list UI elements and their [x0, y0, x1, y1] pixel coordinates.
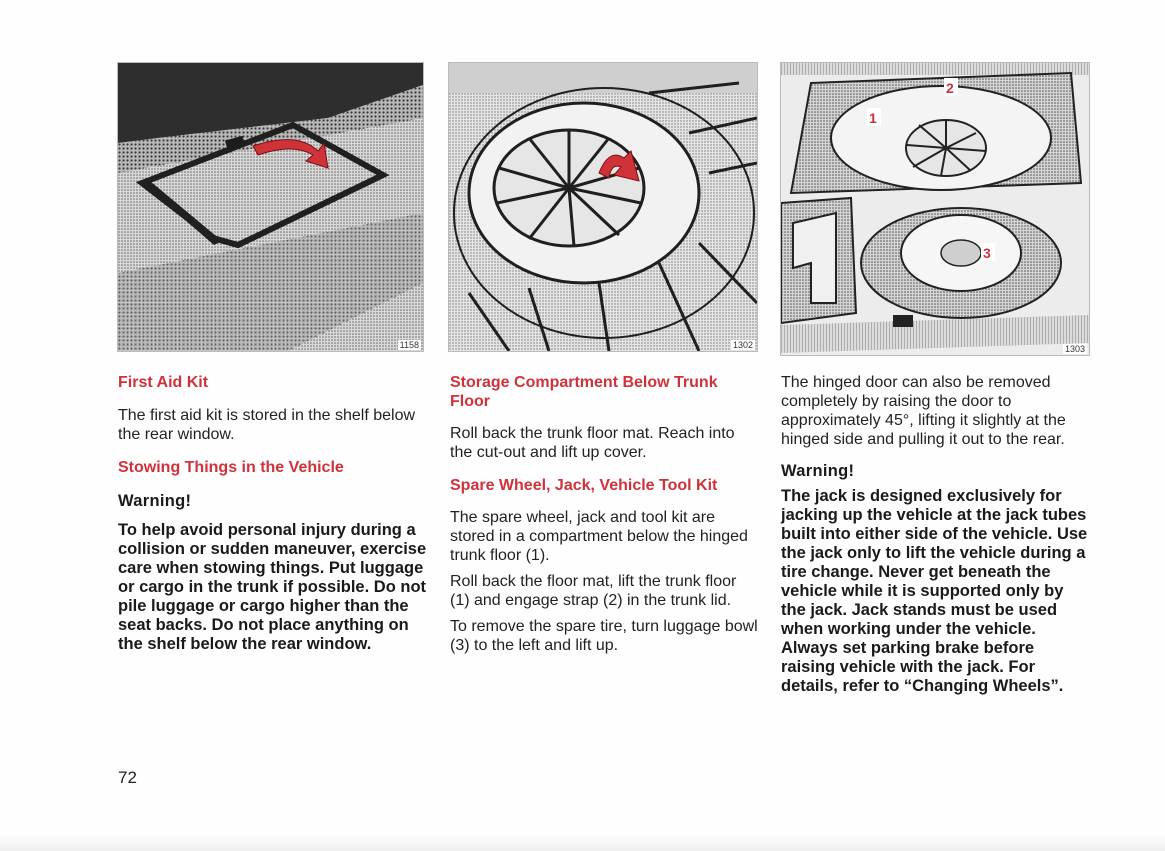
heading-stowing-things: Stowing Things in the Vehicle — [118, 459, 344, 476]
callout-2: 2 — [946, 80, 954, 96]
first-aid-text: The first aid kit is stored in the shelf below the rear window. — [118, 407, 416, 443]
spare-paragraph-3: To remove the spare tire, turn luggage bowl (3) to the left and lift up. — [450, 618, 758, 654]
warning-text: The jack is designed exclusively for jacking up the vehicle at the jack tubes built into either side of the vehicle. Use the jack only to lift the vehicle during a tire change. Never get beneath the vehicle while it is supported only by the jack. Jack stands must be used when working under the vehicle. Always set parking brake before raising vehicle with the jack. For details, refer to “Changing Wheels”. — [781, 487, 1088, 695]
storage-text: Roll back the trunk floor mat. Reach into the cut-out and lift up cover. — [450, 425, 735, 461]
figure-number: 1302 — [732, 340, 753, 350]
spare-paragraph-1: The spare wheel, jack and tool kit are stored in a compartment below the hinged trunk floor (1). — [450, 509, 748, 564]
heading-first-aid-kit: First Aid Kit — [118, 374, 209, 391]
figure-number: 1158 — [399, 340, 419, 350]
warning-label: Warning! — [781, 462, 855, 480]
trunk-floor-illustration — [449, 63, 757, 351]
shelf-illustration — [118, 63, 423, 351]
figure-number: 1303 — [1064, 344, 1085, 354]
callout-3: 3 — [983, 245, 991, 261]
column-left — [118, 373, 430, 654]
column-middle — [450, 373, 760, 655]
callout-1: 1 — [869, 110, 877, 126]
warning-label: Warning! — [118, 492, 192, 510]
figure-spare-wheel — [780, 62, 1090, 356]
spare-wheel-illustration — [781, 63, 1089, 355]
page-number: 72 — [118, 768, 137, 787]
spare-paragraph-2: Roll back the floor mat, lift the trunk floor (1) and engage strap (2) in the trunk lid. — [450, 573, 737, 609]
hinged-door-text: The hinged door can also be removed completely by raising the door to approximately 45°, lifting it slightly at the hinged side and pulling it out to the rear. — [781, 374, 1066, 448]
figure-trunk-floor — [448, 62, 758, 352]
page-edge-shadow — [0, 833, 1165, 851]
heading-spare-wheel: Spare Wheel, Jack, Vehicle Tool Kit — [450, 477, 718, 494]
column-right — [781, 373, 1091, 696]
warning-text: To help avoid personal injury during a collision or sudden maneuver, exercise care when stowing things. Put luggage or cargo in the trunk if possible. Do not pile luggage or cargo higher than the seat backs. Do not place anything on the shelf below the rear window. — [118, 521, 427, 653]
heading-storage-compartment: Storage Compartment Below Trunk Floor — [450, 374, 718, 410]
figure-first-aid-shelf — [117, 62, 424, 352]
